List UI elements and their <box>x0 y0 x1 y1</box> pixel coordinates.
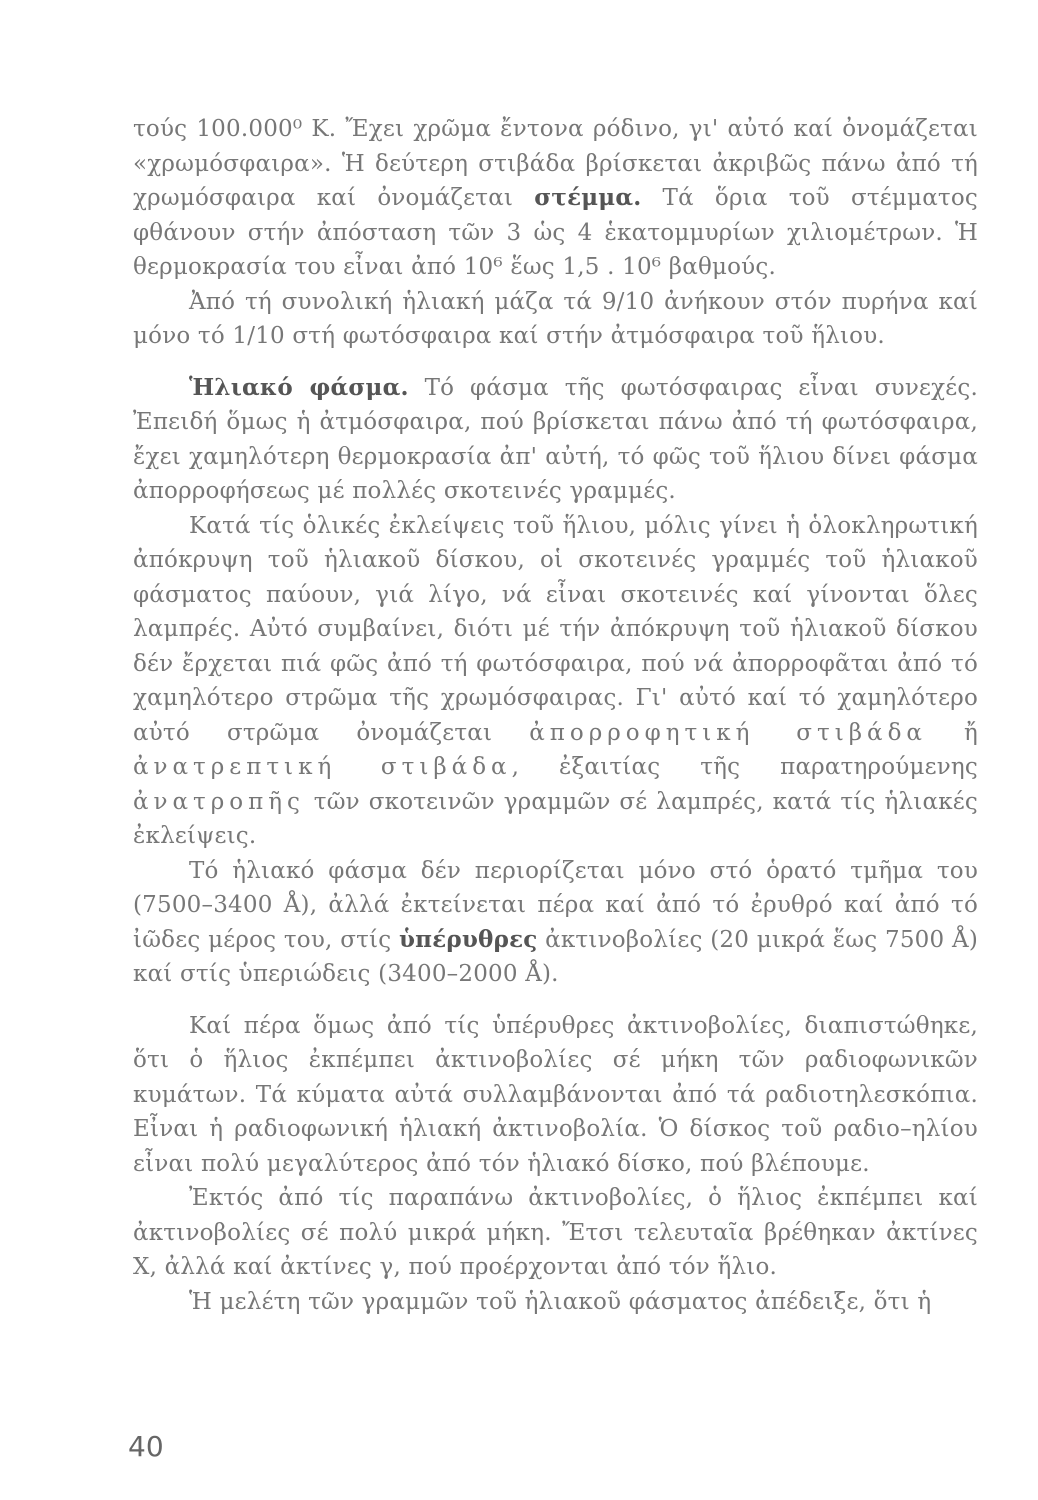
paragraph-spectrum-range: Τό ἡλιακό φάσμα δέν περιορίζεται μόνο στό ὁρατό τμῆμα του (7500–3400 Å), ἀλλά ἐκτείνεται πέρα καί ἀπό τό ἐρυθρό καί ἀπό τό ἰῶδες μέρος του, στίς ὑπέρυθρες ἀκτινοβολίες (20 μικρά ἕως 7500 Å) καί στίς ὑπεριώδεις (3400–2000 Å). <box>133 857 978 987</box>
paragraph-solar-spectrum: Ἡλιακό φάσμα. Τό φάσμα τῆς φωτόσφαιρας εἶναι συνεχές. Ἐπειδή ὅμως ἡ ἀτμόσφαιρα, πού βρίσκεται πάνω ἀπό τή φωτόσφαιρα, ἔχει χαμηλότερη θερμοκρασία ἀπ' αὐτή, τό φῶς τοῦ ἥλιου δίνει φάσμα ἀπορροφήσεως μέ πολλές σκοτεινές γραμμές. <box>133 373 978 504</box>
paragraph-chromosphere-corona: τούς 100.000⁰ Κ. Ἔχει χρῶμα ἔντονα ρόδινο, γι' αὐτό καί ὀνομάζεται «χρωμόσφαιρα». Ἡ δεύτερη στιβάδα βρίσκεται ἀκριβῶς πάνω ἀπό τή χρωμόσφαιρα καί ὀνομάζεται στέμμα. Τά ὅρια τοῦ στέμματος φθάνουν στήν ἀπόσταση τῶν 3 ὡς 4 ἑκατομμυρίων χιλιομέτρων. Ἡ θερμοκρασία του εἶναι ἀπό 10⁶ ἕως 1,5 . 10⁶ βαθμούς. <box>133 116 978 280</box>
term-reversing-layer: ἀνατρεπτική στιβάδα <box>133 754 512 780</box>
term-absorbing-layer: ἀπορροφητική στιβάδα <box>529 719 927 746</box>
section-heading-solar-spectrum: Ἡλιακό φάσμα. <box>189 373 409 401</box>
paragraph-xrays-gamma: Ἐκτός ἀπό τίς παραπάνω ἀκτινοβολίες, ὁ ἥλιος ἐκπέμπει καί ἀκτινοβολίες σέ πολύ μικρά μήκη. Ἔτσι τελευταῖα βρέθηκαν ἀκτίνες Χ, ἀλλά καί ἀκτίνες γ, πού προέρχονται ἀπό τόν ἥλιο. <box>133 1185 978 1280</box>
term-infrared: ὑπέρυθρες <box>399 925 538 953</box>
term-reversal: ἀνατροπῆς <box>133 788 305 815</box>
page-number: 40 <box>128 1430 164 1463</box>
paragraph-solar-mass: Ἀπό τή συνολική ἡλιακή μάζα τά 9/10 ἀνήκουν στόν πυρήνα καί μόνο τό 1/10 στή φωτόσφαιρα καί στήν ἀτμόσφαιρα τοῦ ἥλιου. <box>133 288 978 349</box>
paragraph-spectral-lines: Ἡ μελέτη τῶν γραμμῶν τοῦ ἡλιακοῦ φάσματος ἀπέδειξε, ὅτι ἡ <box>189 1288 932 1315</box>
paragraph-eclipses: Κατά τίς ὁλικές ἐκλείψεις τοῦ ἥλιου, μόλις γίνει ἡ ὁλοκληρωτική ἀπόκρυψη τοῦ ἡλιακοῦ δίσκου, οἱ σκοτεινές γραμμές τοῦ ἡλιακοῦ φάσματος παύουν, γιά λίγο, νά εἶναι σκοτεινές καί γίνονται ὅλες λαμπρές. Αὐτό συμβαίνει, διότι μέ τήν ἀπόκρυψη τοῦ ἡλιακοῦ δίσκου δέν ἔρχεται πιά φῶς ἀπό τή φωτόσφαιρα, πού νά ἀπορροφᾶται ἀπό τό χαμηλότερο στρῶμα τῆς χρωμόσφαιρας. Γι' αὐτό καί τό χαμηλότερο αὐτό στρῶμα ὀνομάζεται ἀπορροφητική στιβάδα ἤ ἀνατρεπτική στιβάδα, ἐξαιτίας τῆς παρατηρούμενης ἀνατροπῆς τῶν σκοτεινῶν γραμμῶν σέ λαμπρές, κατά τίς ἡλιακές ἐκλείψεις. <box>133 512 978 849</box>
term-corona: στέμμα. <box>534 184 642 211</box>
body-text <box>133 112 978 1319</box>
paragraph-radio-emission: Καί πέρα ὅμως ἀπό τίς ὑπέρυθρες ἀκτινοβολίες, διαπιστώθηκε, ὅτι ὁ ἥλιος ἐκπέμπει ἀκτινοβολίες σέ μήκη τῶν ραδιοφωνικῶν κυμάτων. Τά κύματα αὐτά συλλαμβάνονται ἀπό τά ραδιοτηλεσκόπια. Εἶναι ἡ ραδιοφωνική ἡλιακή ἀκτινοβολία. Ὁ δίσκος τοῦ ραδιο–ηλίου εἶναι πολύ μεγαλύτερος ἀπό τόν ἡλιακό δίσκο, πού βλέπουμε. <box>133 1012 978 1177</box>
